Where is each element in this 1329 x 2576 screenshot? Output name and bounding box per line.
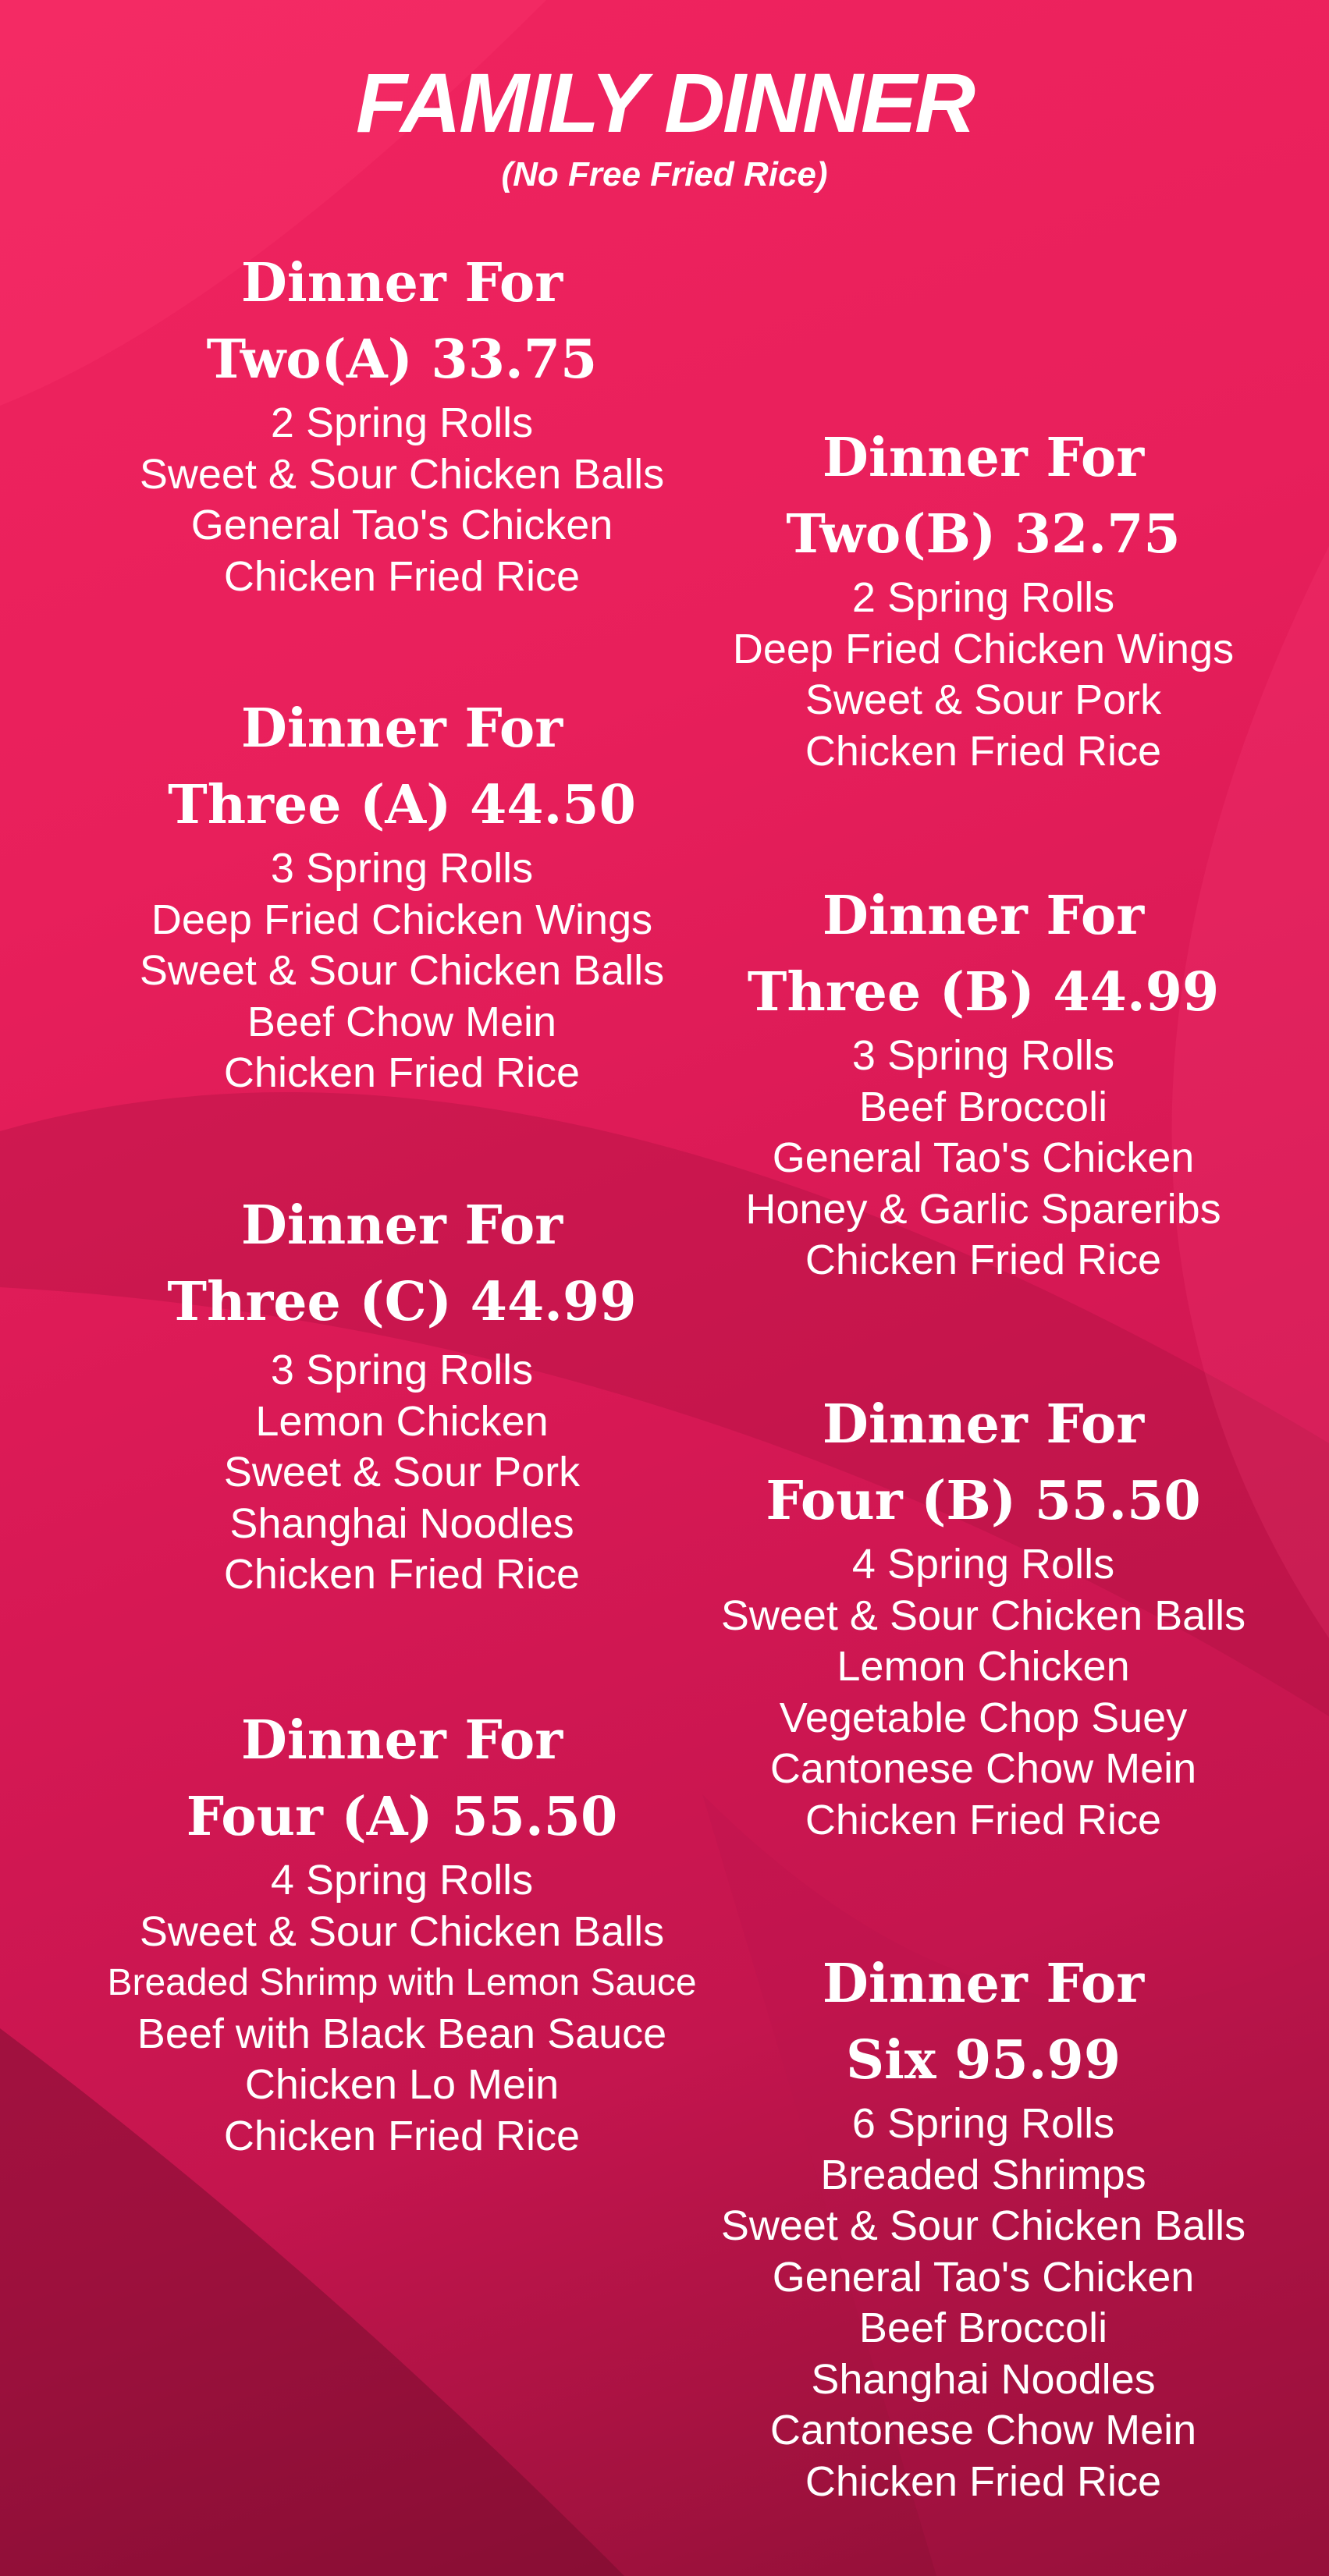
menu-item: Beef Broccoli [858, 1083, 1108, 1130]
page-title: FAMILY DINNER [355, 55, 974, 150]
menu-item: General Tao's Chicken [772, 1134, 1195, 1181]
menu-item: Beef Broccoli [858, 2305, 1108, 2351]
menu-item: Chicken Lo Mein [244, 2061, 560, 2108]
menu-item: General Tao's Chicken [772, 2253, 1195, 2301]
menu-heading-line2: Three (B) 44.99 [747, 961, 1220, 1024]
menu-item: Sweet & Sour Pork [805, 676, 1162, 723]
menu-item: 3 Spring Rolls [270, 845, 534, 892]
menu-dinner-for-three-a [82, 690, 722, 1099]
menu-heading-line2: Six 95.99 [845, 2029, 1121, 2092]
menu-heading-line2: Three (C) 44.99 [167, 1271, 637, 1333]
menu-item: 3 Spring Rolls [851, 1032, 1115, 1079]
menu-dinner-for-three-c [82, 1187, 722, 1601]
menu-item: Chicken Fried Rice [223, 552, 581, 600]
menu-item: Cantonese Chow Mein [769, 2407, 1197, 2454]
menu-item: Sweet & Sour Chicken Balls [139, 1907, 665, 1955]
menu-item: Sweet & Sour Chicken Balls [720, 2202, 1246, 2249]
menu-heading-line1: Dinner For [822, 427, 1145, 489]
menu-heading-line1: Dinner For [822, 1953, 1145, 2015]
menu-item: 3 Spring Rolls [270, 1347, 534, 1393]
menu-dinner-for-six [663, 1946, 1303, 2507]
menu-item: Honey & Garlic Spareribs [745, 1185, 1221, 1233]
menu-heading-line2: Two(B) 32.75 [786, 503, 1181, 566]
menu-heading-line1: Dinner For [240, 252, 563, 314]
menu-item: Beef Chow Mein [247, 998, 557, 1045]
menu-item: Sweet & Sour Pork [223, 1449, 581, 1496]
menu-heading-line1: Dinner For [822, 885, 1145, 947]
menu-item: Chicken Fried Rice [223, 1551, 581, 1598]
menu-item: Lemon Chicken [837, 1643, 1130, 1690]
menu-item: 4 Spring Rolls [851, 1541, 1115, 1588]
menu-item: Vegetable Chop Suey [779, 1694, 1188, 1741]
menu-heading-line2: Four (A) 55.50 [186, 1786, 618, 1848]
menu-item: Breaded Shrimps [820, 2151, 1146, 2198]
menu-item: Chicken Fried Rice [805, 727, 1162, 775]
menu-heading-line2: Three (A) 44.50 [168, 774, 636, 836]
menu-item: Sweet & Sour Chicken Balls [139, 450, 665, 498]
menu-item: Breaded Shrimp with Lemon Sauce [107, 1962, 697, 2003]
menu-item: Sweet & Sour Chicken Balls [720, 1591, 1246, 1639]
menu-item: Chicken Fried Rice [223, 2112, 581, 2159]
menu-dinner-for-three-b [663, 878, 1303, 1286]
menu-item: 2 Spring Rolls [270, 399, 534, 446]
menu-dinner-for-two-b [663, 420, 1303, 777]
menu-heading-line1: Dinner For [822, 1393, 1145, 1456]
menu-heading-line1: Dinner For [240, 697, 563, 760]
menu-dinner-for-four-a [82, 1702, 722, 2162]
page-subtitle: (No Free Fried Rice) [501, 155, 828, 193]
menu-item: Deep Fried Chicken Wings [732, 625, 1235, 672]
menu-dinner-for-four-b [663, 1386, 1303, 1846]
menu-item: Deep Fried Chicken Wings [151, 896, 653, 943]
menu-heading-line1: Dinner For [240, 1194, 563, 1257]
menu-item: Chicken Fried Rice [805, 1237, 1162, 1283]
menu-dinner-for-two-a [82, 245, 722, 602]
menu-item: Shanghai Noodles [811, 2355, 1156, 2403]
menu-item: 4 Spring Rolls [270, 1857, 534, 1904]
menu-item: General Tao's Chicken [190, 502, 613, 548]
menu-item: Shanghai Noodles [229, 1499, 574, 1547]
menu-item: Chicken Fried Rice [805, 1796, 1162, 1843]
menu-item: 6 Spring Rolls [851, 2100, 1115, 2147]
menu-item: Chicken Fried Rice [805, 2457, 1162, 2505]
menu-item: Lemon Chicken [255, 1397, 549, 1445]
menu-item: Sweet & Sour Chicken Balls [139, 947, 665, 994]
menu-item: Chicken Fried Rice [223, 1049, 581, 1096]
menu-item: 2 Spring Rolls [851, 574, 1115, 621]
menu-heading-line2: Two(A) 33.75 [206, 328, 598, 391]
menu-item: Cantonese Chow Mein [769, 1745, 1197, 1792]
menu-heading-line1: Dinner For [240, 1709, 563, 1772]
menu-item: Beef with Black Bean Sauce [137, 2010, 667, 2057]
menu-heading-line2: Four (B) 55.50 [766, 1470, 1201, 1532]
